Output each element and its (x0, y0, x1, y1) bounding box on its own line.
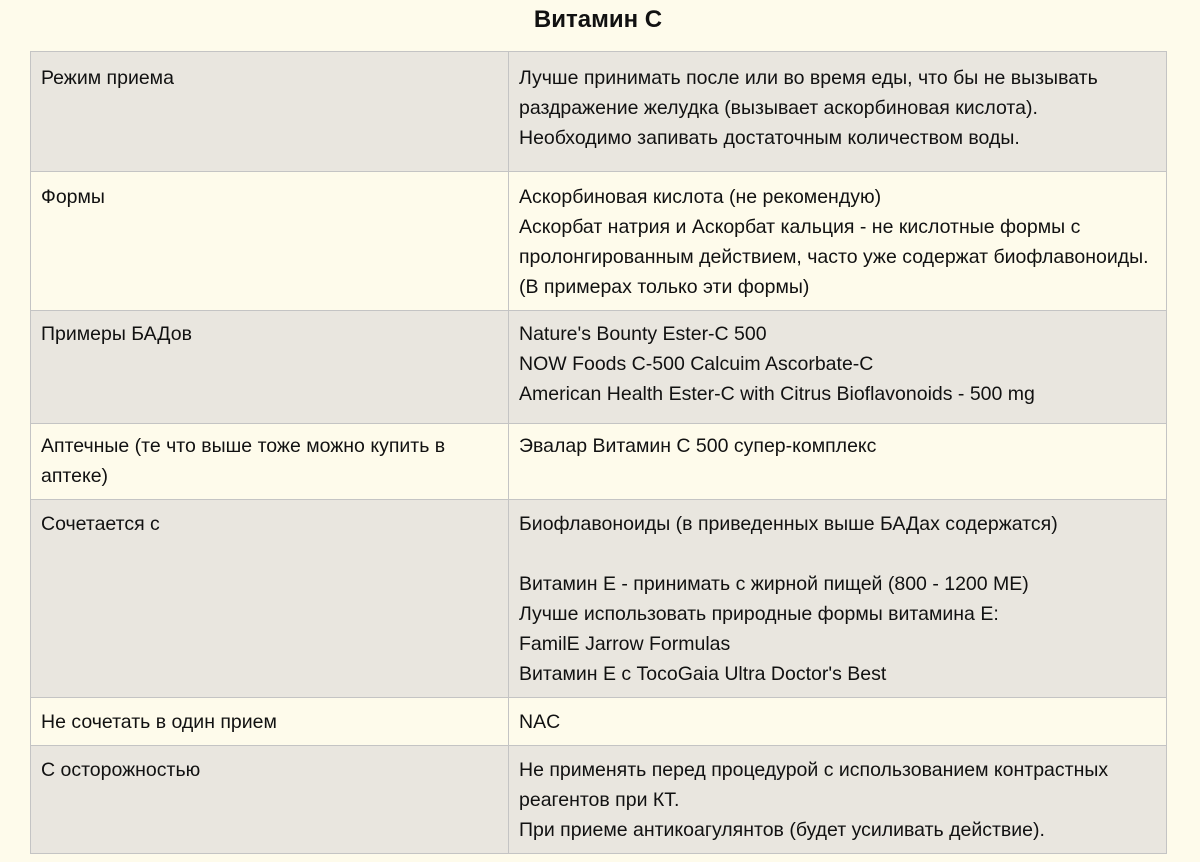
row-key: Примеры БАДов (31, 311, 509, 424)
table-row-do-not-combine (31, 698, 1167, 746)
vitamin-info-table (30, 51, 1167, 854)
table-row-pharmacy (31, 424, 1167, 500)
row-key: С осторожностью (31, 746, 509, 854)
row-key: Аптечные (те что выше тоже можно купить в аптеке) (31, 424, 509, 500)
row-value: NAC (509, 698, 1167, 746)
row-key: Сочетается с (31, 500, 509, 698)
table-row-intake-mode (31, 52, 1167, 172)
table-row-forms (31, 172, 1167, 311)
table-row-supplement-examples (31, 311, 1167, 424)
row-key: Не сочетать в один прием (31, 698, 509, 746)
row-value: Nature's Bounty Ester-C 500 NOW Foods C-500 Calcuim Ascorbate-C American Health Ester-C with Citrus Bioflavonoids - 500 mg (509, 311, 1167, 424)
row-value: Эвалар Витамин С 500 супер-комплекс (509, 424, 1167, 500)
row-value: Аскорбиновая кислота (не рекомендую) Аскорбат натрия и Аскорбат кальция - не кислотные формы с пролонгированным действием, часто уже содержат биофлавоноиды. (В примерах только эти формы) (509, 172, 1167, 311)
table-row-with-caution (31, 746, 1167, 854)
table-row-combines-with (31, 500, 1167, 698)
row-value: Биофлавоноиды (в приведенных выше БАДах содержатся) Витамин Е - принимать с жирной пищей (800 - 1200 МЕ) Лучше использовать природные формы витамина Е: FamilE Jarrow Formulas Витамин Е с TocoGaia Ultra Doctor's Best (509, 500, 1167, 698)
row-key: Формы (31, 172, 509, 311)
row-value: Лучше принимать после или во время еды, что бы не вызывать раздражение желудка (вызывает аскорбиновая кислота). Необходимо запивать достаточным количеством воды. (509, 52, 1167, 172)
row-value: Не применять перед процедурой с использованием контрастных реагентов при КТ. При приеме антикоагулянтов (будет усиливать действие). (509, 746, 1167, 854)
page-title: Витамин С (533, 6, 663, 33)
row-key: Режим приема (31, 52, 509, 172)
